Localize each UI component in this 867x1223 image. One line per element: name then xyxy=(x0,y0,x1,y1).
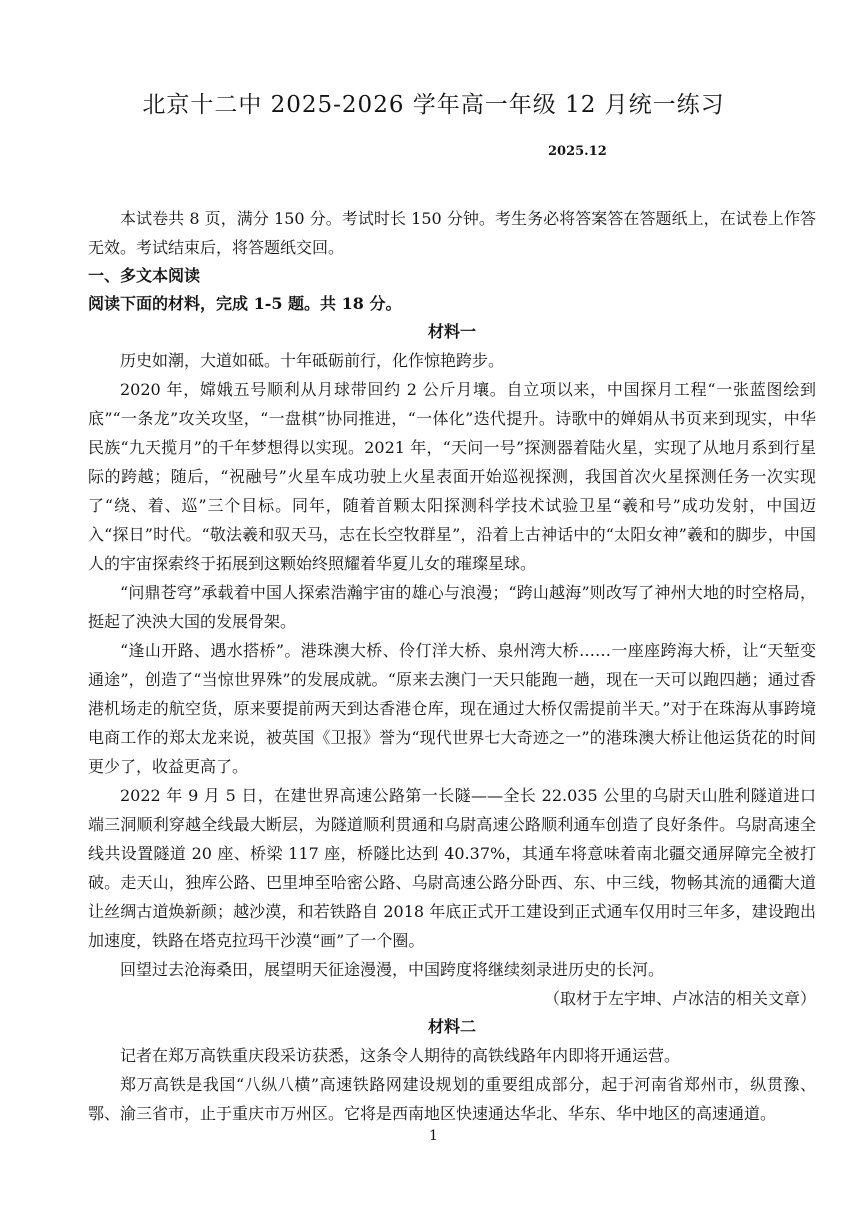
page-number: 1 xyxy=(429,1128,438,1144)
section-heading: 一、多文本阅读 xyxy=(88,266,201,285)
material-1 xyxy=(88,318,816,1128)
paragraph: 郑万高铁是我国“八纵八横”高速铁路网建设规划的重要组成部分，起于河南省郑州市，纵贯豫、鄂、渝三省市，止于重庆市万州区。它将是西南地区快速通达华北、华东、华中地区的高速通道。 xyxy=(88,1075,816,1123)
paragraph: “逢山开路、遇水搭桥”。港珠澳大桥、伶仃洋大桥、泉州湾大桥……一座座跨海大桥，让“天堑变通途”，创造了“当惊世界殊”的发展成就。“原来去澳门一天只能跑一趟，现在一天可以跑四趟；通过香港机场走的航空货，原来要提前两天到达香港仓库，现在通过大桥仅需提前半天。”对于在珠海从事跨境电商工作的郑太龙来说，被英国《卫报》誉为“现代世界七大奇迹之一”的港珠澳大桥让他运货花的时间更少了，收益更高了。 xyxy=(88,641,816,776)
material-1-source: （取材于左宇坤、卢冰洁的相关文章） xyxy=(543,989,816,1008)
instructions-text: 本试卷共 8 页，满分 150 分。考试时长 150 分钟。考生务必将答案答在答题纸上，在试卷上作答无效。考试结束后，将答题纸交回。 xyxy=(88,209,816,257)
paragraph: 记者在郑万高铁重庆段采访获悉，这条令人期待的高铁线路年内即将开通运营。 xyxy=(120,1046,681,1065)
material-2-title: 材料二 xyxy=(427,1017,476,1036)
paragraph: “问鼎苍穹”承载着中国人探索浩瀚宇宙的雄心与浪漫；“跨山越海”则改写了神州大地的时空格局，挺起了泱泱大国的发展骨架。 xyxy=(88,583,816,631)
material-1-title: 材料一 xyxy=(427,322,476,341)
paragraph: 历史如潮，大道如砥。十年砥砺前行，化作惊艳跨步。 xyxy=(120,351,505,370)
document-title: 北京十二中 2025-2026 学年高一年级 12 月统一练习 xyxy=(142,92,725,118)
paragraph: 回望过去沧海桑田，展望明天征途漫漫，中国跨度将继续刻录进历史的长河。 xyxy=(120,960,665,979)
document-date: 2025.12 xyxy=(548,144,607,159)
paragraph: 2020 年，嫦娥五号顺利从月球带回约 2 公斤月壤。自立项以来，中国探月工程“一张蓝图绘到底”“一条龙”攻关攻坚，“一盘棋”协同推进，“一体化”迭代提升。诗歌中的婵娟从书页来到现实，中华民族“九天揽月”的千年梦想得以实现。2021 年，“天问一号”探测器着陆火星，实现了从地月系到行星际的跨越；随后，“祝融号”火星车成功驶上火星表面开始巡视探测，我国首次火星探测任务一次实现了“绕、着、巡”三个目标。同年，随着首颗太阳探测科学技术试验卫星“羲和号”成功发射，中国迈入“探日”时代。“敬法羲和驭天马，志在长空牧群星”，沿着上古神话中的“太阳女神”羲和的脚步，中国人的宇宙探索终于拓展到这颗始终照耀着华夏儿女的璀璨星球。 xyxy=(88,380,816,573)
section-prompt: 阅读下面的材料，完成 1-5 题。共 18 分。 xyxy=(88,294,402,313)
instructions-block xyxy=(88,204,816,318)
paragraph: 2022 年 9 月 5 日，在建世界高速公路第一长隧——全长 22.035 公里的乌尉天山胜利隧道进口端三洞顺利穿越全线最大断层，为隧道顺利贯通和乌尉高速公路顺利通车创造了良好条件。乌尉高速全线共设置隧道 20 座、桥梁 117 座，桥隧比达到 40.37%，其通车将意味着南北疆交通屏障完全被打破。走天山，独库公路、巴里坤至哈密公路、乌尉高速公路分卧西、东、中三线，物畅其流的通衢大道让丝绸古道焕新颜；越沙漠，和若铁路自 2018 年底正式开工建设到正式通车仅用时三年多，建设跑出加速度，铁路在塔克拉玛干沙漠“画”了一个圈。 xyxy=(88,786,816,950)
